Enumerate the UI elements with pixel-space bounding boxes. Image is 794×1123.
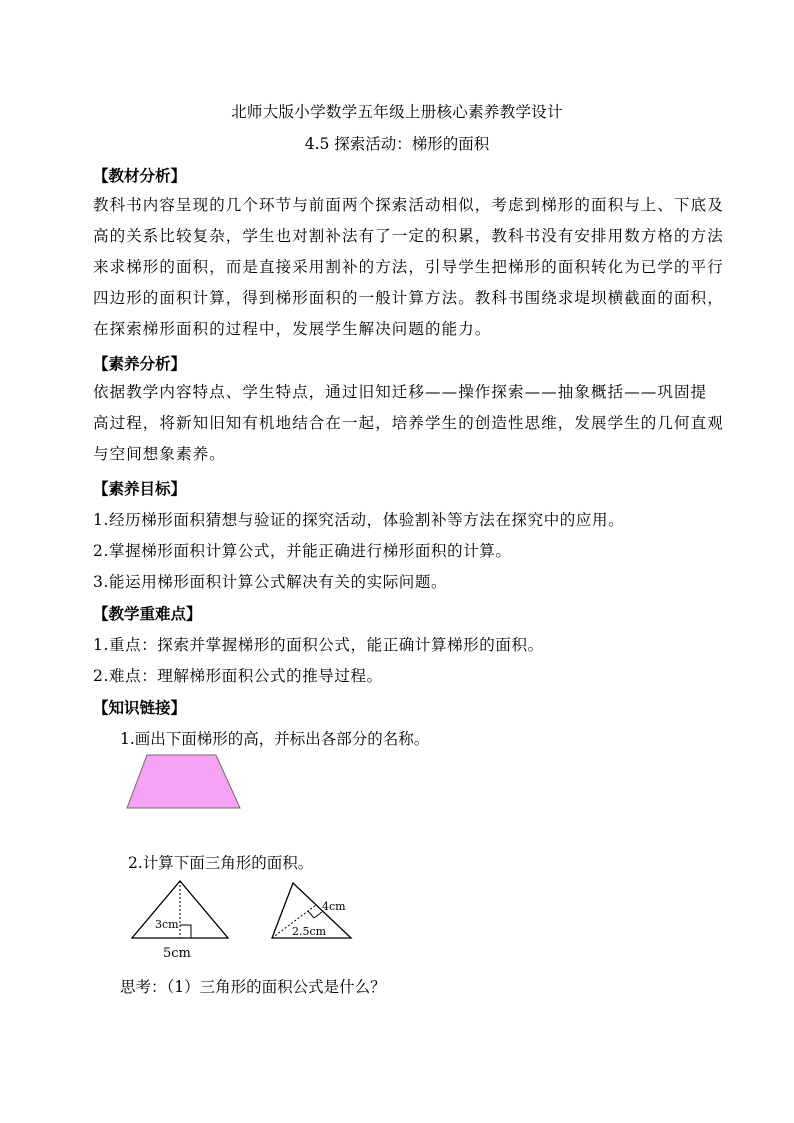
lesson-title: 4.5 探索活动：梯形的面积 — [304, 135, 490, 153]
paragraph-line: 依据教学内容特点、学生特点，通过旧知迁移——操作探索——抽象概括——巩固提 — [93, 383, 708, 401]
triangle-figure-1 — [128, 878, 233, 943]
triangle-2-height-label: 4cm — [322, 900, 346, 913]
trapezoid-shape — [127, 755, 240, 808]
section-heading-key-points: 【教学重难点】 — [93, 604, 202, 623]
paragraph-line: 四边形的面积计算，得到梯形面积的一般计算方法。教科书围绕求堤坝横截面的面积， — [93, 289, 724, 307]
paragraph-line: 来求梯形的面积，而是直接采用割补的方法，引导学生把梯形的面积转化为已学的平行 — [93, 258, 724, 276]
paragraph-line: 与空间想象素养。 — [93, 445, 226, 463]
paragraph-line: 在探索梯形面积的过程中，发展学生解决问题的能力。 — [93, 320, 492, 338]
paragraph-line: 高过程，将新知旧知有机地结合在一起，培养学生的创造性思维，发展学生的几何直观 — [93, 414, 724, 432]
question-1: 1.画出下面梯形的高，并标出各部分的名称。 — [120, 730, 430, 748]
triangle-1-height-label: 3cm — [155, 918, 179, 931]
doc-title: 北师大版小学数学五年级上册核心素养教学设计 — [231, 103, 563, 121]
trapezoid-figure — [120, 750, 250, 812]
triangle-figure-2 — [268, 880, 356, 942]
right-angle-mark — [180, 925, 191, 938]
triangle-2-base-label: 2.5cm — [292, 925, 327, 938]
key-point-item: 2.难点：理解梯形面积公式的推导过程。 — [93, 667, 383, 685]
goal-item: 3.能运用梯形面积计算公式解决有关的实际问题。 — [93, 573, 448, 591]
section-heading-textbook-analysis: 【教材分析】 — [93, 166, 187, 185]
paragraph-line: 教科书内容呈现的几个环节与前面两个探索活动相似，考虑到梯形的面积与上、下底及 — [93, 196, 724, 214]
section-heading-knowledge-link: 【知识链接】 — [93, 698, 187, 717]
paragraph-line: 高的关系比较复杂，学生也对割补法有了一定的积累，教科书没有安排用数方格的方法 — [93, 227, 724, 245]
section-heading-literacy-analysis: 【素养分析】 — [93, 354, 187, 373]
goal-item: 2.掌握梯形面积计算公式，并能正确进行梯形面积的计算。 — [93, 542, 512, 560]
key-point-item: 1.重点：探索并掌握梯形的面积公式，能正确计算梯形的面积。 — [93, 636, 544, 654]
right-angle-mark — [308, 911, 322, 918]
section-heading-literacy-goals: 【素养目标】 — [93, 479, 187, 498]
triangle-1-base-label: 5cm — [163, 946, 191, 961]
think-question: 思考：（1）三角形的面积公式是什么？ — [120, 978, 386, 996]
goal-item: 1.经历梯形面积猜想与验证的探究活动，体验割补等方法在探究中的应用。 — [93, 511, 625, 529]
question-2: 2.计算下面三角形的面积。 — [128, 854, 314, 872]
